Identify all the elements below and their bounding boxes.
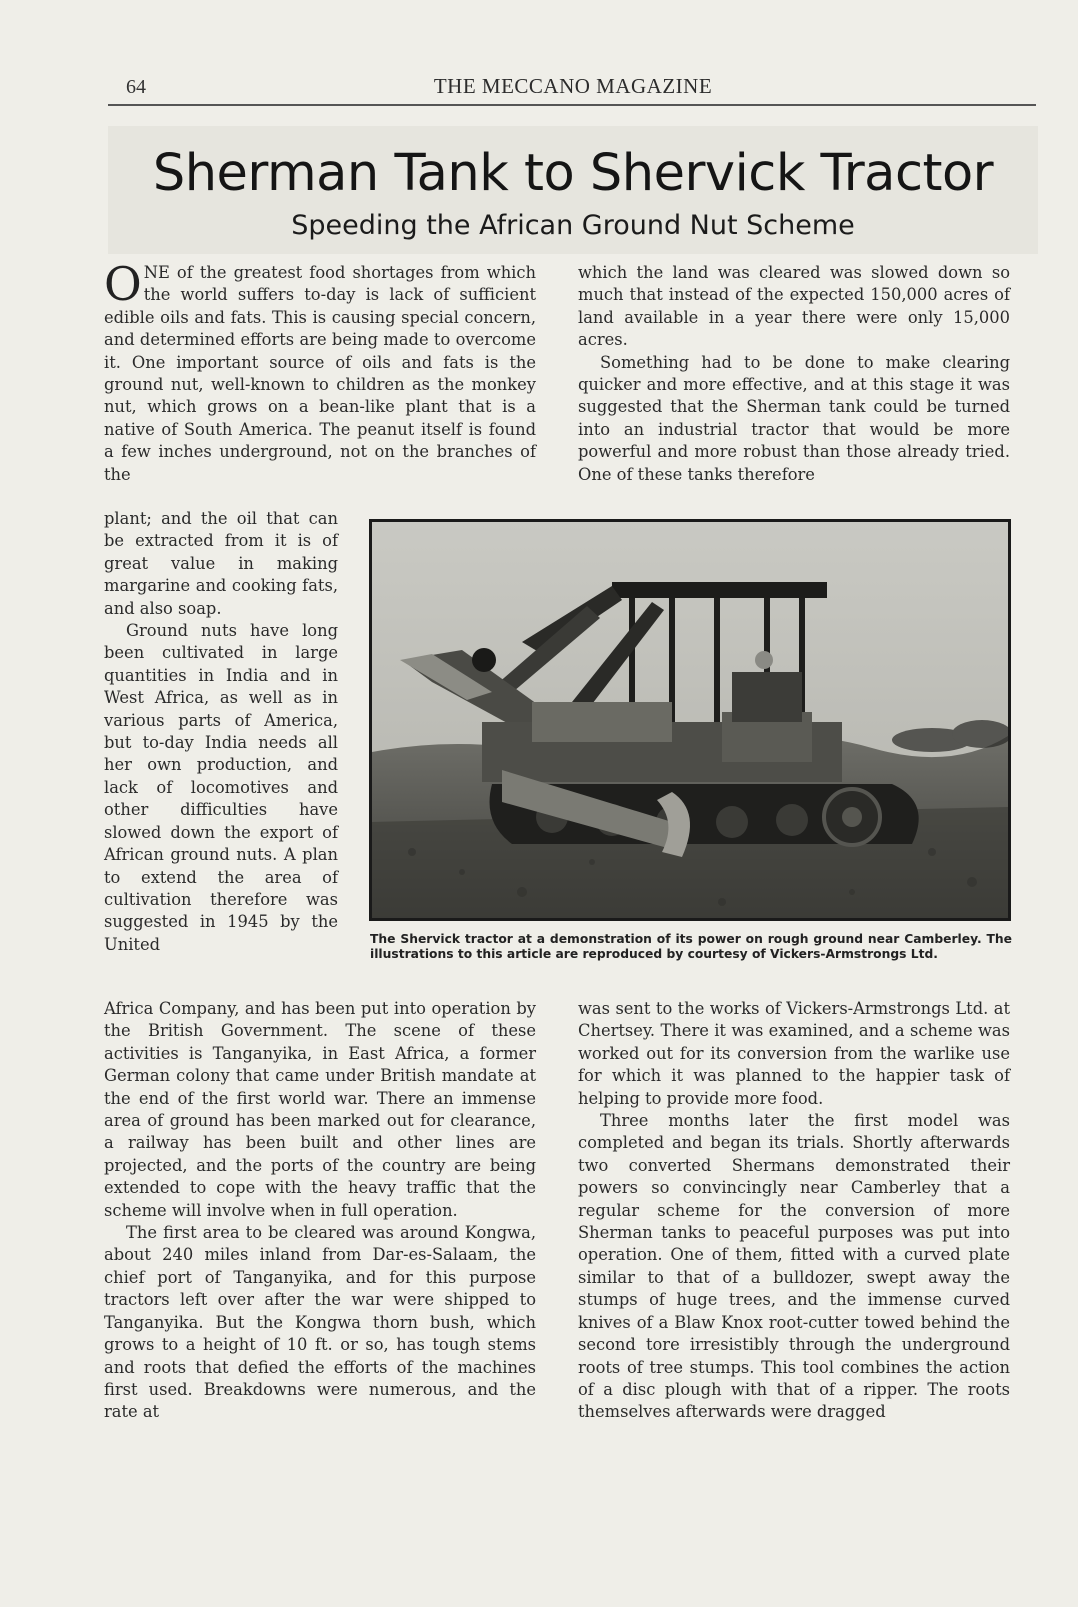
article-subtitle: Speeding the African Ground Nut Scheme: [291, 210, 855, 241]
drop-cap: O: [104, 257, 142, 311]
photo-caption: The Shervick tractor at a demonstration of its power on rough ground near Camberley. The illustrations to this article are reproduced by courtesy of Vickers-Armstrongs Ltd.: [370, 932, 1012, 961]
paragraph-2: Ground nuts have long been cultivated in large quantities in India and in West Africa, as well as in various parts of America, but to-day India needs all her own production, and lack of locomotives and other difficulties have slowed down the export of African ground nuts. A plan to extend the area of cultivation therefore was suggested in 1945 by the United: [104, 621, 338, 954]
title-block: [108, 126, 1038, 254]
header-rule: [108, 104, 1036, 106]
paragraph-3: The first area to be cleared was around Kongwa, about 240 miles inland from Dar-es-Salaam, the chief port of Tanganyika, and for this purpose tractors left over after the war were shipped to Tanganyika. But the Kongwa thorn bush, which grows to a height of 10 ft. or so, has tough stems and roots that defied the efforts of the machines first used. Breakdowns were numerous, and the rate at: [104, 1223, 536, 1422]
right-column-top: [578, 262, 1010, 510]
page-number: 64: [126, 76, 146, 98]
tractor-photo: [369, 519, 1011, 921]
article-title: Sherman Tank to Shervick Tractor: [152, 144, 994, 203]
left-column-top: [104, 257, 536, 510]
paragraph-5: Three months later the first model was completed and began its trials. Shortly afterwards two converted Shermans demonstrated their powers so convincingly near Camberley that a regular scheme for the conversion of more Sherman tanks to peaceful purposes was put into operation. One of them, fitted with a curved plate similar to that of a bulldozer, swept away the stumps of huge trees, and the immense curved knives of a Blaw Knox root-cutter towed behind the second tore irresistibly through the underground roots of tree stumps. This tool combines the action of a disc plough with that of a ripper. The roots themselves afterwards were dragged: [578, 1111, 1010, 1422]
paragraph-4-continued: was sent to the works of Vickers-Armstrongs Ltd. at Chertsey. There it was examined, and a scheme was worked out for its conversion from the warlike use for which it was planned to the happier task of helping to provide more food.: [578, 999, 1010, 1108]
paragraph-1: [104, 257, 536, 486]
paragraph-4: Something had to be done to make clearing quicker and more effective, and at this stage it was suggested that the Sherman tank could be turned into an industrial tractor that would be more powerful and more robust than those already tried. One of these tanks therefore: [578, 352, 1010, 484]
page-header: [108, 72, 1038, 104]
left-column-narrow: [104, 508, 338, 998]
tractor-illustration: [372, 522, 1008, 918]
paragraph-3-continued: which the land was cleared was slowed down so much that instead of the expected 150,000 acres of land available in a year there were only 15,000 acres.: [578, 263, 1010, 350]
right-column-bottom: [578, 998, 1010, 1510]
left-column-bottom: [104, 998, 536, 1510]
paragraph-1-text: NE of the greatest food shortages from which the world suffers to-day is lack of sufficient edible oils and fats. This is causing special concern, and determined efforts are being made to overcome it. One important source of oils and fats is the ground nut, well-known to children as the monkey nut, which grows on a bean-like plant that is a native of South America. The peanut itself is found a few inches underground, not on the branches of the: [104, 263, 536, 484]
paragraph-1-continued: plant; and the oil that can be extracted from it is of great value in making margarine and cooking fats, and also soap.: [104, 509, 338, 618]
paragraph-2-continued: Africa Company, and has been put into operation by the British Government. The scene of these activities is Tanganyika, in East Africa, a former German colony that came under British mandate at the end of the first world war. There an immense area of ground has been marked out for clearance, a railway has been built and other lines are projected, and the ports of the country are being extended to cope with the heavy traffic that the scheme will involve when in full operation.: [104, 999, 536, 1220]
magazine-title: THE MECCANO MAGAZINE: [433, 74, 713, 98]
